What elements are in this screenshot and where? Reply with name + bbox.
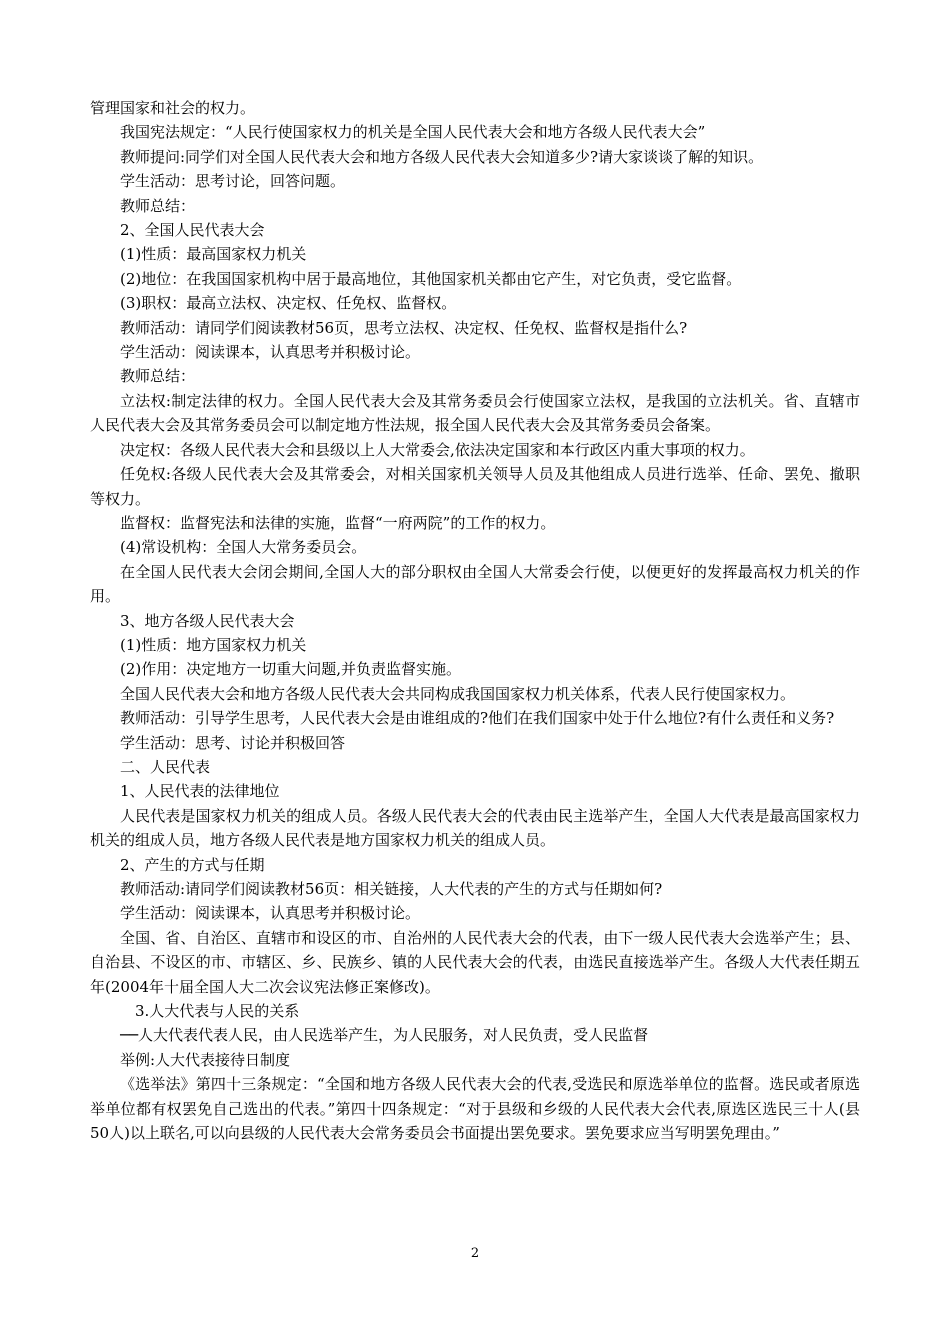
section-heading: 2、产生的方式与任期: [120, 855, 265, 874]
paragraph: 教师总结：: [120, 196, 196, 215]
paragraph: ──人大代表代表人民，由人民选举产生，为人民服务，对人民负责，受人民监督: [120, 1026, 649, 1045]
paragraph: 监督权：监督宪法和法律的实施，监督“一府两院”的工作的权力。: [120, 513, 556, 532]
paragraph: 学生活动：思考讨论，回答问题。: [120, 172, 346, 191]
paragraph: (3)职权：最高立法权、决定权、任免权、监督权。: [120, 294, 457, 313]
paragraph: 教师活动:请同学们阅读教材56页：相关链接，人大代表的产生的方式与任期如何?: [120, 880, 663, 898]
document-body: [90, 96, 860, 1145]
page-number: 2: [470, 1246, 480, 1261]
section-heading: 1、人民代表的法律地位: [120, 782, 280, 801]
paragraph: (2)作用：决定地方一切重大问题,并负责监督实施。: [120, 660, 462, 679]
paragraph: 学生活动：阅读课本，认真思考并积极讨论。: [120, 343, 421, 362]
paragraph: 教师活动：请同学们阅读教材56页，思考立法权、决定权、任免权、监督权是指什么?: [120, 318, 688, 337]
paragraph: 举例:人大代表接待日制度: [120, 1050, 291, 1069]
paragraph: 任免权:各级人民代表大会及其常委会，对相关国家机关领导人员及其他组成人员进行选举、任命、罢免、撤职等权力。: [90, 465, 860, 508]
section-heading: 3、地方各级人民代表大会: [120, 611, 295, 630]
paragraph: 在全国人民代表大会闭会期间,全国人大的部分职权由全国人大常委会行使，以便更好的发挥最高权力机关的作用。: [90, 562, 860, 606]
paragraph: 人民代表是国家权力机关的组成人员。各级人民代表大会的代表由民主选举产生，全国人大代表是最高国家权力机关的组成人员，地方各级人民代表是地方国家权力机关的组成人员。: [90, 806, 860, 850]
paragraph: (1)性质：地方国家权力机关: [120, 635, 307, 654]
section-heading: 3.人大代表与人民的关系: [135, 1002, 300, 1021]
paragraph: (2)地位：在我国国家机构中居于最高地位，其他国家机关都由它产生，对它负责，受它监督。: [120, 269, 742, 288]
paragraph: (4)常设机构：全国人大常务委员会。: [120, 538, 367, 557]
paragraph: 全国人民代表大会和地方各级人民代表大会共同构成我国国家权力机关体系，代表人民行使国家权力。: [120, 684, 796, 703]
section-heading: 二、人民代表: [120, 757, 211, 776]
paragraph: 教师活动：引导学生思考，人民代表大会是由谁组成的?他们在我们国家中处于什么地位?有什么责任和义务?: [120, 709, 835, 728]
paragraph: 学生活动：阅读课本，认真思考并积极讨论。: [120, 904, 421, 923]
paragraph: 学生活动：思考、讨论并积极回答: [120, 733, 346, 752]
paragraph: 《选举法》第四十三条规定：“全国和地方各级人民代表大会的代表,受选民和原选举单位的监督。选民或者原选举单位都有权罢免自己选出的代表。”第四十四条规定：“对于县级和乡级的人民代表大会代表,原选区选民三十人(县50人)以上联名,可以向县级的人民代表大会常务委员会书面提出罢免要求。罢免要求应当写明罢免理由。”: [90, 1075, 860, 1143]
paragraph: 我国宪法规定：“人民行使国家权力的机关是全国人民代表大会和地方各级人民代表大会”: [120, 123, 706, 142]
paragraph: 教师提问:同学们对全国人民代表大会和地方各级人民代表大会知道多少?请大家谈谈了解的知识。: [120, 147, 764, 166]
section-heading: 2、全国人民代表大会: [120, 221, 265, 240]
paragraph: 立法权:制定法律的权力。全国人民代表大会及其常务委员会行使国家立法权，是我国的立法机关。省、直辖市人民代表大会及其常务委员会可以制定地方性法规，报全国人民代表大会及其常务委员会备案。: [90, 391, 860, 435]
paragraph: 决定权：各级人民代表大会和县级以上人大常委会,依法决定国家和本行政区内重大事项的权力。: [120, 440, 755, 459]
paragraph: 教师总结：: [120, 367, 196, 386]
paragraph: 全国、省、自治区、直辖市和设区的市、自治州的人民代表大会的代表，由下一级人民代表大会选举产生；县、自治县、不设区的市、市辖区、乡、民族乡、镇的人民代表大会的代表，由选民直接选举产生。各级人大代表任期五年(2004年十届全国人大二次会议宪法修正案修改)。: [90, 928, 860, 996]
paragraph: (1)性质：最高国家权力机关: [120, 245, 307, 264]
paragraph: 管理国家和社会的权力。: [90, 99, 256, 117]
